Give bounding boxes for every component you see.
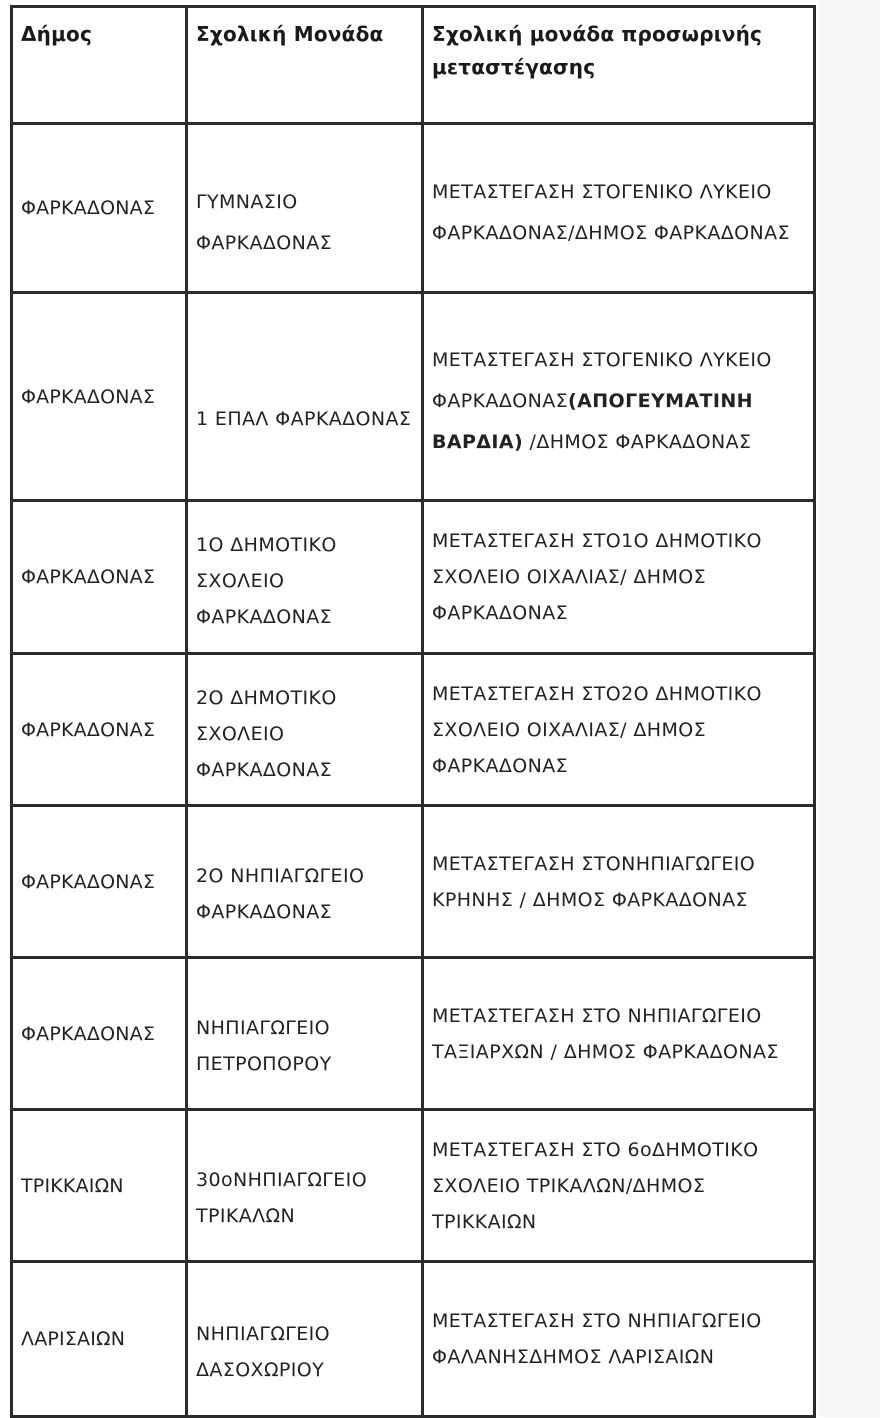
table-row (12, 1110, 815, 1262)
table-row (12, 501, 815, 654)
cell-temporary-school: ΜΕΤΑΣΤΕΓΑΣΗ ΣΤΟ ΝΗΠΙΑΓΩΓΕΙΟ ΤΑΞΙΑΡΧΩΝ / ΔΗΜΟΣ ΦΑΡΚΑΔΟΝΑΣ (423, 958, 815, 1110)
cell-school: 1 ΕΠΑΛ ΦΑΡΚΑΔΟΝΑΣ (187, 293, 423, 501)
cell-municipality: ΦΑΡΚΑΔΟΝΑΣ (12, 293, 187, 501)
table-row (12, 654, 815, 806)
cell-municipality: ΦΑΡΚΑΔΟΝΑΣ (12, 501, 187, 654)
shift-note: (ΑΠΟΓΕΥΜΑΤΙΝΗ ΒΑΡΔΙΑ) (432, 390, 753, 453)
target-text-end: /ΔΗΜΟΣ ΦΑΡΚΑΔΟΝΑΣ (523, 431, 752, 453)
table-row (12, 293, 815, 501)
header-temporary-school: Σχολική μονάδα προσωρινής μεταστέγασης (423, 7, 815, 124)
cell-school: ΓΥΜΝΑΣΙΟ ΦΑΡΚΑΔΟΝΑΣ (187, 124, 423, 293)
target-text: ΜΕΤΑΣΤΕΓΑΣΗ ΣΤΟΓΕΝΙΚΟ ΛΥΚΕΙΟ ΦΑΡΚΑΔΟΝΑΣ (432, 349, 772, 412)
cell-temporary-school: ΜΕΤΑΣΤΕΓΑΣΗ ΣΤΟΓΕΝΙΚΟ ΛΥΚΕΙΟ ΦΑΡΚΑΔΟΝΑΣ/ΔΗΜΟΣ ΦΑΡΚΑΔΟΝΑΣ (423, 124, 815, 293)
cell-temporary-school: ΜΕΤΑΣΤΕΓΑΣΗ ΣΤΟ ΝΗΠΙΑΓΩΓΕΙΟ ΦΑΛΑΝΗΣΔΗΜΟΣ ΛΑΡΙΣΑΙΩΝ (423, 1262, 815, 1417)
cell-temporary-school (423, 293, 815, 501)
cell-municipality: ΦΑΡΚΑΔΟΝΑΣ (12, 806, 187, 958)
cell-municipality: ΦΑΡΚΑΔΟΝΑΣ (12, 124, 187, 293)
header-municipality: Δήμος (12, 7, 187, 124)
table-header-row (12, 7, 815, 124)
table-row (12, 958, 815, 1110)
header-school: Σχολική Μονάδα (187, 7, 423, 124)
relocation-table (10, 5, 816, 1418)
cell-municipality: ΤΡΙΚΚΑΙΩΝ (12, 1110, 187, 1262)
cell-temporary-school: ΜΕΤΑΣΤΕΓΑΣΗ ΣΤΟ2Ο ΔΗΜΟΤΙΚΟ ΣΧΟΛΕΙΟ ΟΙΧΑΛΙΑΣ/ ΔΗΜΟΣ ΦΑΡΚΑΔΟΝΑΣ (423, 654, 815, 806)
cell-municipality: ΛΑΡΙΣΑΙΩΝ (12, 1262, 187, 1417)
table-row (12, 1262, 815, 1417)
cell-municipality: ΦΑΡΚΑΔΟΝΑΣ (12, 654, 187, 806)
cell-temporary-school: ΜΕΤΑΣΤΕΓΑΣΗ ΣΤΟ1Ο ΔΗΜΟΤΙΚΟ ΣΧΟΛΕΙΟ ΟΙΧΑΛΙΑΣ/ ΔΗΜΟΣ ΦΑΡΚΑΔΟΝΑΣ (423, 501, 815, 654)
cell-school: 1Ο ΔΗΜΟΤΙΚΟ ΣΧΟΛΕΙΟ ΦΑΡΚΑΔΟΝΑΣ (187, 501, 423, 654)
cell-school: ΝΗΠΙΑΓΩΓΕΙΟ ΔΑΣΟΧΩΡΙΟΥ (187, 1262, 423, 1417)
cell-school: 2Ο ΔΗΜΟΤΙΚΟ ΣΧΟΛΕΙΟ ΦΑΡΚΑΔΟΝΑΣ (187, 654, 423, 806)
cell-school: 30oΝΗΠΙΑΓΩΓΕΙΟ ΤΡΙΚΑΛΩΝ (187, 1110, 423, 1262)
page-margin (818, 0, 880, 1417)
table-row (12, 124, 815, 293)
cell-school: ΝΗΠΙΑΓΩΓΕΙΟ ΠΕΤΡΟΠΟΡΟΥ (187, 958, 423, 1110)
cell-temporary-school: ΜΕΤΑΣΤΕΓΑΣΗ ΣΤΟ 6oΔΗΜΟΤΙΚΟ ΣΧΟΛΕΙΟ ΤΡΙΚΑΛΩΝ/ΔΗΜΟΣ ΤΡΙΚΚΑΙΩΝ (423, 1110, 815, 1262)
cell-municipality: ΦΑΡΚΑΔΟΝΑΣ (12, 958, 187, 1110)
cell-temporary-school: ΜΕΤΑΣΤΕΓΑΣΗ ΣΤΟΝΗΠΙΑΓΩΓΕΙΟ ΚΡΗΝΗΣ / ΔΗΜΟΣ ΦΑΡΚΑΔΟΝΑΣ (423, 806, 815, 958)
table-row (12, 806, 815, 958)
cell-school: 2Ο ΝΗΠΙΑΓΩΓΕΙΟ ΦΑΡΚΑΔΟΝΑΣ (187, 806, 423, 958)
